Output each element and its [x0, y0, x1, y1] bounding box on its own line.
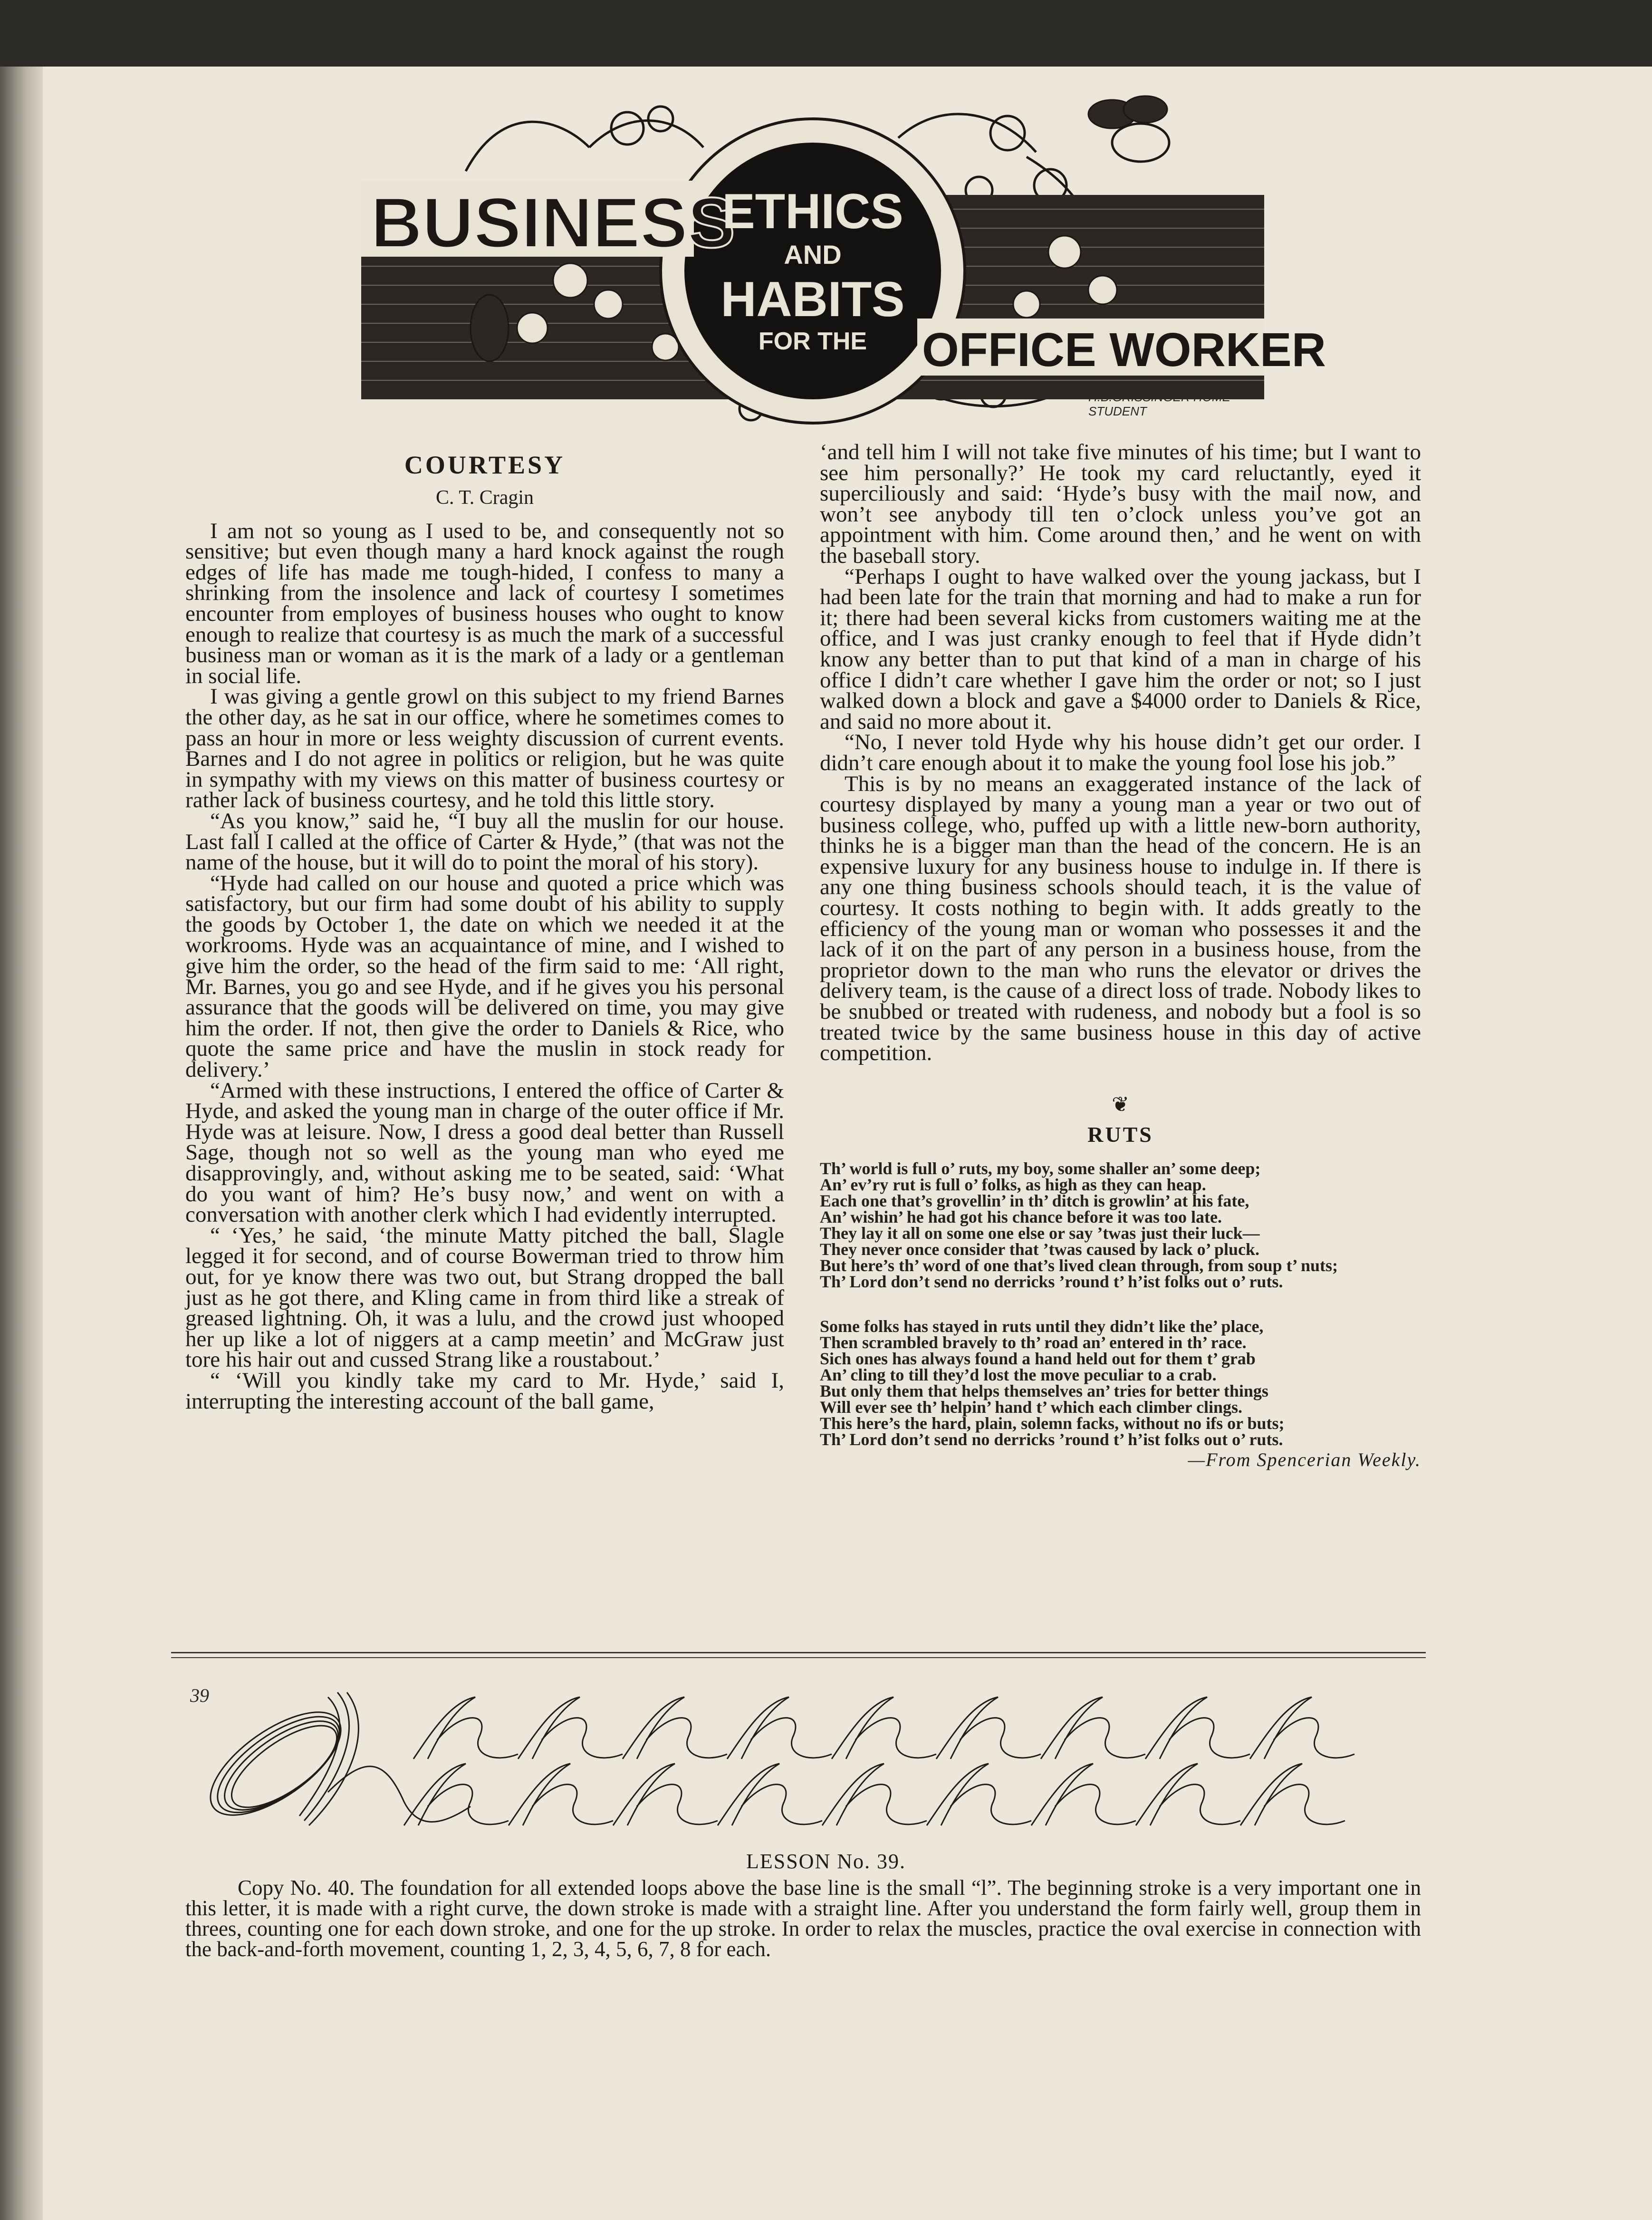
article-title: COURTESY [404, 451, 566, 479]
paragraph: “As you know,” said he, “I buy all the muslin for our house. Last fall I called at the office of Carter & Hyde,” (that was not the name of the house, but it will do to point the moral of his story). [185, 808, 784, 875]
banner-office-worker: OFFICE WORKER [922, 323, 1326, 376]
header-banner [361, 81, 1326, 423]
poem [820, 1160, 1421, 1448]
divider-rule [171, 1652, 1426, 1653]
small-k-row [404, 1764, 1345, 1825]
poem-line: An’ ev’ry rut is full o’ folks, as high as they can heap. [820, 1175, 1206, 1194]
poem-line: But only them that helps themselves an’ tries for better things [820, 1381, 1268, 1400]
poem-stanza [820, 1160, 1421, 1290]
poem-line: This here’s the hard, plain, solemn facks, without no ifs or buts; [820, 1414, 1285, 1433]
poem-line: Then scrambled bravely to th’ road an’ entered in th’ race. [820, 1333, 1247, 1352]
paragraph: “ ‘Will you kindly take my card to Mr. Hyde,’ said I, interrupting the interesting account of the ball game, [185, 1368, 784, 1414]
divider-rule [171, 1657, 1426, 1658]
poem-line: Will ever see th’ helpin’ hand t’ which each climber clings. [820, 1398, 1242, 1417]
banner-and: AND [784, 240, 842, 270]
lesson-title: LESSON No. 39. [746, 1850, 906, 1873]
banner-habits: HABITS [720, 272, 905, 327]
poem-stanza [820, 1318, 1421, 1448]
lesson-body [185, 1878, 1421, 1959]
paragraph: “ ‘Yes,’ he said, ‘the minute Matty pitched the ball, Slagle legged it for second, and of course Bowerman tried to throw him out, for ye know there was two out, but Strang dropped the ball just as he got there, and Kling came in from third like a streak of greased lightning. Oh, it was a lulu, and the crowd just whooped her up like a lot of niggers at a camp meetin’ and McGraw just tore his hair out and cussed Strang like a roustabout.’ [185, 1223, 784, 1372]
paragraph: “Hyde had called on our house and quoted a price which was satisfactory, but our firm had some doubt of his ability to supply the goods by October 1, the date on which we needed it at the workrooms. Hyde was an acquaintance of mine, and I wished to give him the order, so the head of the firm said to me: ‘All right, Mr. Barnes, you go and see Hyde, and if he gives you his personal assurance that the goods will be delivered on time, you may give him the order. If not, then give the order to Daniels & Rice, who quote the same price and have the muslin in stock ready for delivery.’ [185, 870, 784, 1082]
poem-line: Th’ Lord don’t send no derricks ’round t’ h’ist folks out o’ ruts. [820, 1272, 1283, 1291]
paragraph: “No, I never told Hyde why his house didn’t get our order. I didn’t care enough about it to make the young fool lose his job.” [820, 730, 1421, 775]
poem-attribution: —From Spencerian Weekly. [1188, 1449, 1421, 1470]
right-column [820, 442, 1421, 1470]
capital-k-oval-exercise [194, 1692, 471, 1834]
article-byline: C. T. Cragin [435, 487, 534, 509]
small-k-row [413, 1697, 1354, 1759]
poem-line: They never once consider that ’twas caused by lack o’ pluck. [820, 1240, 1260, 1259]
banner-ethics: ETHICS [722, 184, 903, 239]
leaf-ornament-icon: ❦ [1112, 1092, 1129, 1116]
poem-line: They lay it all on some one else or say ’twas just their luck— [820, 1224, 1260, 1243]
poem-line: But here’s th’ word of one that’s lived clean through, from soup t’ nuts; [820, 1256, 1338, 1275]
poem-line: Th’ Lord don’t send no derricks ’round t’ h’ist folks out o’ ruts. [820, 1430, 1283, 1449]
paragraph: “Armed with these instructions, I entered the office of Carter & Hyde, and asked the young man in charge of the outer office if Mr. Hyde was at leisure. Now, I dress a good deal better than Russell Sage, though not so well as the young man who eyed me disapprovingly, and, without asking me to be seated, said: ‘What do you want of him? He’s busy now,’ and went on with a conversation with another clerk which I had evidently interrupted. [185, 1078, 784, 1227]
poem-line: An’ cling to till they’d lost the move peculiar to a crab. [820, 1365, 1217, 1384]
banner-business: BUSINESS [371, 183, 735, 262]
poem-line: Sich ones has always found a hand held out for them t’ grab [820, 1349, 1256, 1368]
paragraph: This is by no means an exaggerated instance of the lack of courtesy displayed by many a young man a year or two out of business college, who, puffed up with a little new-born authority, thinks he is a bigger man than the head of the concern. He is an expensive luxury for any business house to indulge in. If there is any one thing business schools should teach, it is the value of courtesy. It costs nothing to begin with. It adds greatly to the efficiency of the young man or woman who possesses it and the lack of it on the part of any person in a business house, from the proprietor down to the man who runs the elevator or drives the delivery team, is the cause of a direct loss of trade. Nobody likes to be snubbed or treated with rudeness, and nobody but a fool is so treated twice by the same business house in this day of active competition. [820, 771, 1421, 1066]
paragraph: I am not so young as I used to be, and consequently not so sensitive; but even though many a hard knock against the rough edges of life has made me tough-hided, I confess to many a shrinking from the insolence and lack of courtesy I sometimes encounter from employes of business houses who ought to know enough to realize that courtesy is as much the mark of a successful business man or woman as it is the mark of a lady or a gentleman in social life. [185, 518, 784, 688]
banner-credit: H.B.GRISSINGER HOME STUDENT [1088, 390, 1231, 418]
poem-line: Th’ world is full o’ ruts, my boy, some shaller an’ some deep; [820, 1159, 1261, 1178]
poem-line: Some folks has stayed in ruts until they didn’t like the’ place, [820, 1317, 1264, 1336]
poem-line: Each one that’s grovellin’ in th’ ditch is growlin’ at his fate, [820, 1191, 1249, 1210]
poem-title: RUTS [1087, 1122, 1153, 1147]
paragraph: “Perhaps I ought to have walked over the young jackass, but I had been late for the train that morning and had to make a run for it; there had been several kicks from customers waiting me at the office, and I was just cranky enough to feel that if Hyde didn’t know any better than to put that kind of a man in charge of his office I didn’t care whether I gave him the order or not; so I just walked down a block and gave a $4000 order to Daniels & Rice, and said no more about it. [820, 564, 1421, 734]
copy-number-mark: 39 [190, 1685, 209, 1706]
penmanship-specimen [185, 1683, 1421, 1840]
paragraph: I was giving a gentle growl on this subject to my friend Barnes the other day, as he sat in our office, where he sometimes comes to pass an hour in more or less weighty discussion of current events. Barnes and I do not agree in politics or religion, but he was quite in sympathy with my views on this matter of business courtesy or rather lack of business courtesy, and he told this little story. [185, 684, 784, 813]
book-gutter [0, 67, 43, 2220]
left-column [185, 442, 784, 1412]
lesson-paragraph: Copy No. 40. The foundation for all extended loops above the base line is the small “l”. The beginning stroke is a very important one in this letter, it is made with a right curve, the down stroke is made with a straight line. After you understand the form fairly well, group them in threes, counting one for each down stroke, and one for the up stroke. In order to relax the muscles, practice the oval exercise in connection with the back-and-forth movement, counting 1, 2, 3, 4, 5, 6, 7, 8 for each. [185, 1876, 1421, 1961]
poem-line: An’ wishin’ he had got his chance before it was too late. [820, 1207, 1222, 1226]
paragraph: ‘and tell him I will not take five minutes of his time; but I want to see him personally?’ He took my card reluctantly, eyed it superciliously and said: ‘Hyde’s busy with the mail now, and won’t see anybody till ten o’clock unless you’ve got an appointment with him. Come around then,’ and he went on with the baseball story. [820, 440, 1421, 568]
banner-for-the: FOR THE [758, 328, 867, 355]
